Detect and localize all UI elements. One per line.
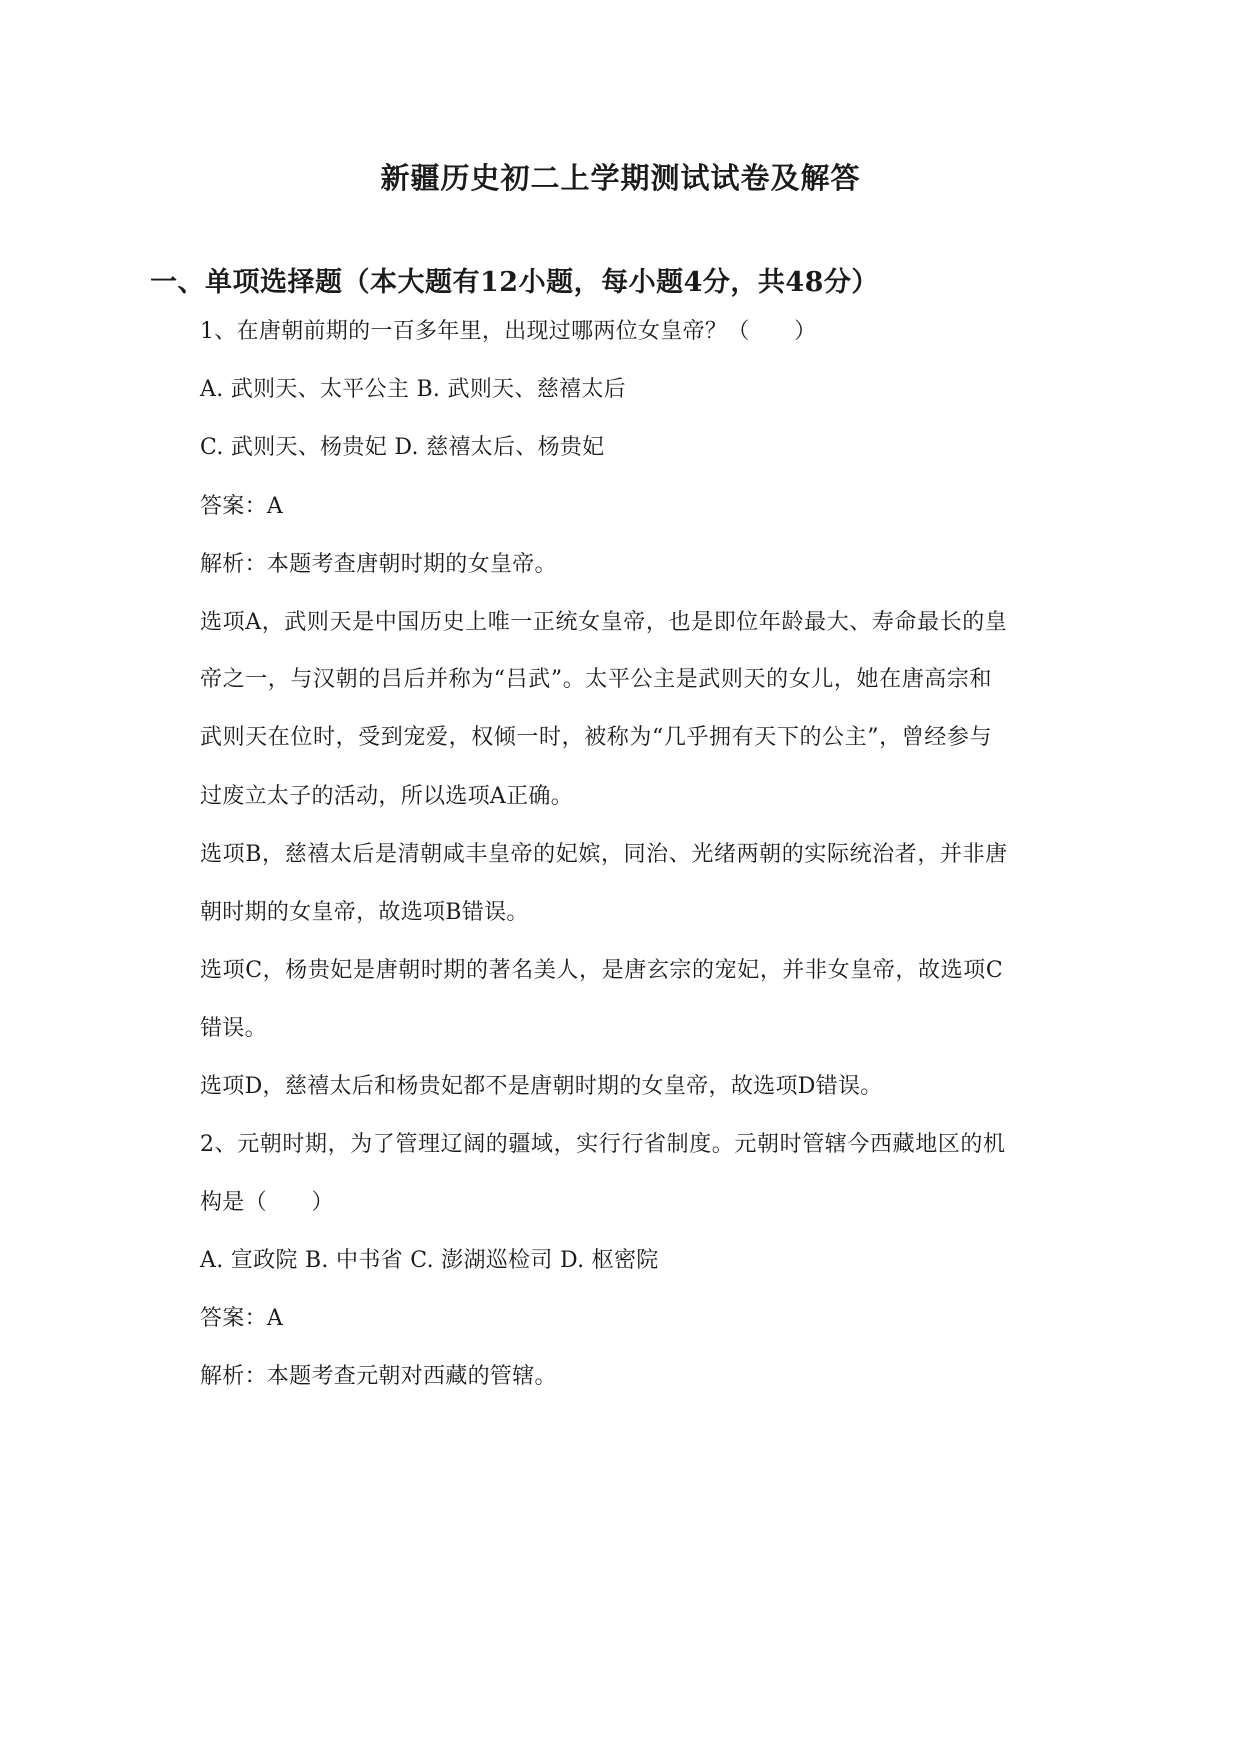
question-2-options: A. 宣政院 B. 中书省 C. 澎湖巡检司 D. 枢密院 [200, 1248, 659, 1273]
question-1-explain-a-line-1: 选项A，武则天是中国历史上唯一正统女皇帝，也是即位年龄最大、寿命最长的皇 [200, 610, 1008, 635]
question-1-analysis: 解析：本题考查唐朝时期的女皇帝。 [200, 552, 557, 577]
question-1-explain-a-line-4: 过废立太子的活动，所以选项A正确。 [200, 784, 573, 809]
question-1-explain-c-line-1: 选项C，杨贵妃是唐朝时期的著名美人，是唐玄宗的宠妃，并非女皇帝，故选项C [200, 958, 1004, 983]
question-1-answer: 答案：A [200, 494, 284, 519]
section-heading: 一、单项选择题（本大题有12小题，每小题4分，共48分） [150, 267, 879, 298]
question-1-options-cd: C. 武则天、杨贵妃 D. 慈禧太后、杨贵妃 [200, 435, 605, 460]
question-1-options-ab: A. 武则天、太平公主 B. 武则天、慈禧太后 [200, 377, 626, 402]
question-1-explain-a-line-3: 武则天在位时，受到宠爱，权倾一时，被称为“几乎拥有天下的公主”，曾经参与 [200, 725, 993, 750]
question-1-explain-b-line-1: 选项B，慈禧太后是清朝咸丰皇帝的妃嫔，同治、光绪两朝的实际统治者，并非唐 [200, 842, 1008, 867]
question-1-explain-c-line-2: 错误。 [200, 1016, 267, 1041]
question-1-explain-b-line-2: 朝时期的女皇帝，故选项B错误。 [200, 900, 529, 925]
question-1-explain-d: 选项D，慈禧太后和杨贵妃都不是唐朝时期的女皇帝，故选项D错误。 [200, 1074, 883, 1099]
question-2-stem-line-1: 2、元朝时期，为了管理辽阔的疆域，实行行省制度。元朝时管辖今西藏地区的机 [200, 1132, 1006, 1157]
question-1-stem: 1、在唐朝前期的一百多年里，出现过哪两位女皇帝？（ ） [200, 319, 817, 344]
question-2-analysis: 解析：本题考查元朝对西藏的管辖。 [200, 1364, 557, 1389]
question-2-stem-line-2: 构是（ ） [200, 1190, 334, 1215]
question-2-answer: 答案：A [200, 1306, 284, 1331]
question-1-explain-a-line-2: 帝之一，与汉朝的吕后并称为“吕武”。太平公主是武则天的女儿，她在唐高宗和 [200, 667, 993, 692]
document-title: 新疆历史初二上学期测试试卷及解答 [380, 161, 861, 195]
